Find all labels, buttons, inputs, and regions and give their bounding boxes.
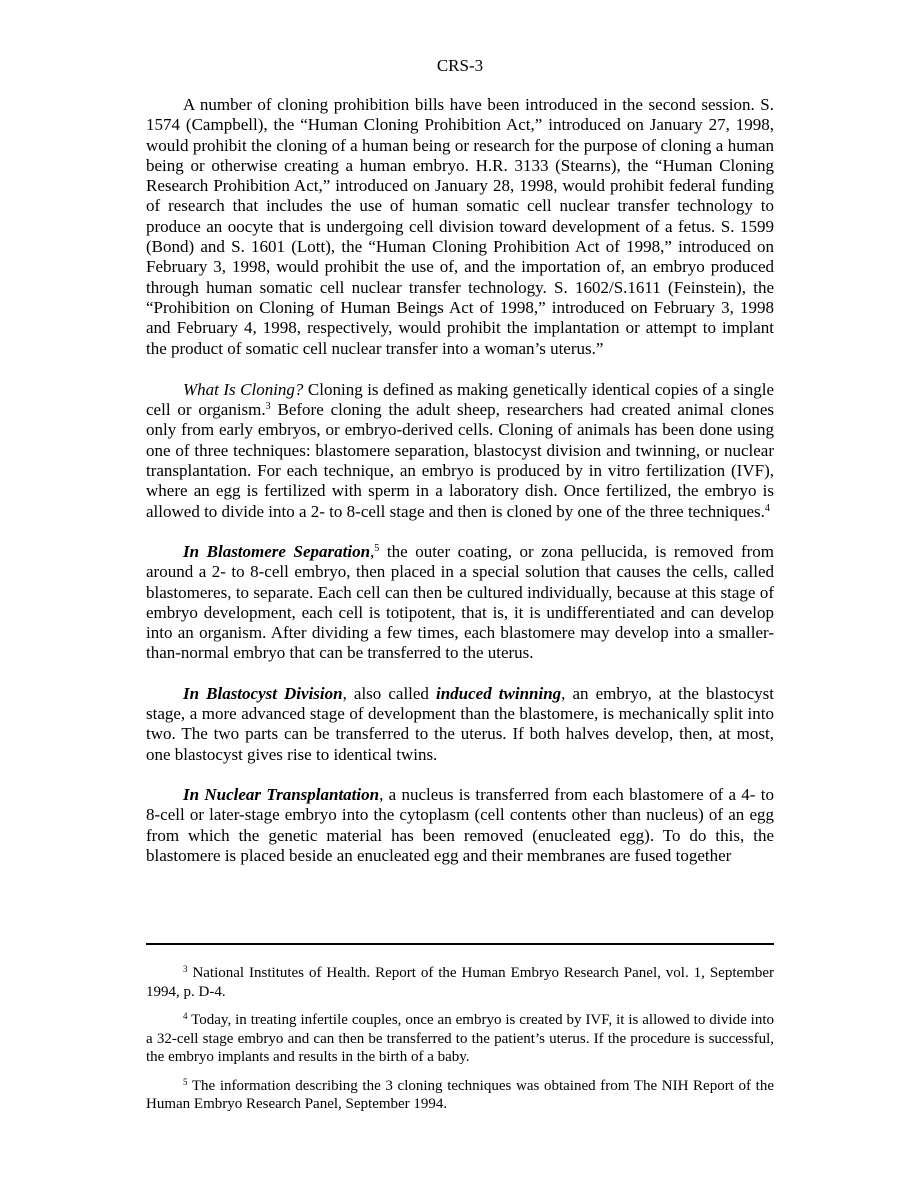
paragraph-text: , a nucleus is transferred from each blastomere of a 4- to 8-cell or later-stage embryo into the cytoplasm (cell contents other than nucleus) of an egg from which the genetic material has been removed (enucleated egg). To do this, the blastomere is placed beside an enucleated egg and their membranes are fused together: [146, 784, 774, 865]
paragraph-lead-what-is-cloning: What Is Cloning?: [183, 379, 304, 399]
paragraph-text: , also called: [342, 683, 436, 703]
footnote-4: [146, 1011, 774, 1067]
footnote-3: [146, 964, 774, 1001]
footnote-ref-3[interactable]: 3: [265, 401, 271, 413]
paragraph-nuclear-transplantation: [146, 785, 774, 866]
footnotes: [146, 964, 774, 1124]
footnote-text: Today, in treating infertile couples, once an embryo is created by IVF, it is allowed to divide into a 32-cell stage embryo and can then be transferred to the patient’s uterus. If the procedure is successful, the embryo implants and results in the birth of a baby.: [146, 1012, 774, 1065]
paragraph-lead-nuclear-transplantation: In Nuclear Transplantation: [183, 784, 380, 804]
paragraph-text: the outer coating, or zona pellucida, is removed from around a 2- to 8-cell embryo, then placed in a special solution that causes the cells, called blastomeres, to separate. Each cell can then be cultured individually, because at this stage of embryo development, each cell is totipotent, that is, it is undifferentiated and can develop into an organism. After dividing a few times, each blastomere may develop into a smaller-than-normal embryo that can be transferred to the uterus.: [146, 541, 774, 663]
footnote-ref-5[interactable]: 5: [374, 542, 380, 554]
document-page: [146, 0, 774, 1112]
paragraph-blastomere-separation: [146, 542, 774, 664]
footnote-5: [146, 1077, 774, 1114]
paragraph-what-is-cloning: [146, 380, 774, 522]
term-induced-twinning: induced twinning: [436, 683, 562, 703]
footnote-ref-4[interactable]: 4: [764, 502, 770, 514]
footnote-number: 5: [183, 1076, 188, 1087]
paragraph-cloning-bills: A number of cloning prohibition bills have been introduced in the second session. S. 1574 (Campbell), the “Human Cloning Prohibition Act,” introduced on January 27, 1998, would prohibit the cloning of a human being or research for the purpose of cloning a human being or otherwise creating a human embryo. H.R. 3133 (Stearns), the “Human Cloning Research Prohibition Act,” introduced on January 28, 1998, would prohibit federal funding of research that includes the use of human somatic cell nuclear transfer technology to produce an oocyte that is undergoing cell division toward development of a fetus. S. 1599 (Bond) and S. 1601 (Lott), the “Human Cloning Prohibition Act of 1998,” introduced on February 3, 1998, would prohibit the use of, and the importation of, an embryo produced through human somatic cell nuclear transfer technology. S. 1602/S.1611 (Feinstein), the “Prohibition on Cloning of Human Beings Act of 1998,” introduced on February 3, 1998 and February 4, 1998, respectively, would prohibit the implantation or attempt to implant the product of somatic cell nuclear transfer into a woman’s uterus.”: [146, 95, 774, 358]
footnote-text: National Institutes of Health. Report of the Human Embryo Research Panel, vol. 1, September 1994, p. D-4.: [146, 965, 774, 1000]
paragraph-text: , an embryo, at the blastocyst stage, a more advanced stage of development than the blastomere, is mechanically split into two. The two parts can be transferred to the uterus. If both halves develop, then, at most, one blastocyst gives rise to identical twins.: [146, 683, 774, 764]
footnote-separator: [146, 943, 774, 945]
footnote-number: 3: [183, 964, 188, 974]
paragraph-lead-blastomere-separation: In Blastomere Separation: [183, 541, 371, 561]
paragraph-blastocyst-division: [146, 684, 774, 765]
paragraph-lead-blastocyst-division: In Blastocyst Division: [183, 683, 343, 703]
footnote-number: 4: [183, 1011, 188, 1021]
paragraph-text: Before cloning the adult sheep, researchers had created animal clones only from early embryos, or embryo-derived cells. Cloning of animals has been done using one of three techniques: blastomere separation, blastocyst division and twinning, or nuclear transplantation. For each technique, an embryo is produced by in vitro fertilization (IVF), where an egg is fertilized with sperm in a laboratory dish. Once fertilized, the embryo is allowed to divide into a 2- to 8-cell stage and then is cloned by one of the three techniques.: [146, 400, 774, 521]
page-header: CRS-3: [436, 56, 484, 75]
footnote-text: The information describing the 3 cloning techniques was obtained from The NIH Report of the Human Embryo Research Panel, September 1994.: [146, 1077, 774, 1112]
paragraph-text: Cloning is defined as making genetically identical copies of a single cell or organism.: [146, 379, 774, 420]
paragraph-comma: ,: [370, 541, 375, 561]
